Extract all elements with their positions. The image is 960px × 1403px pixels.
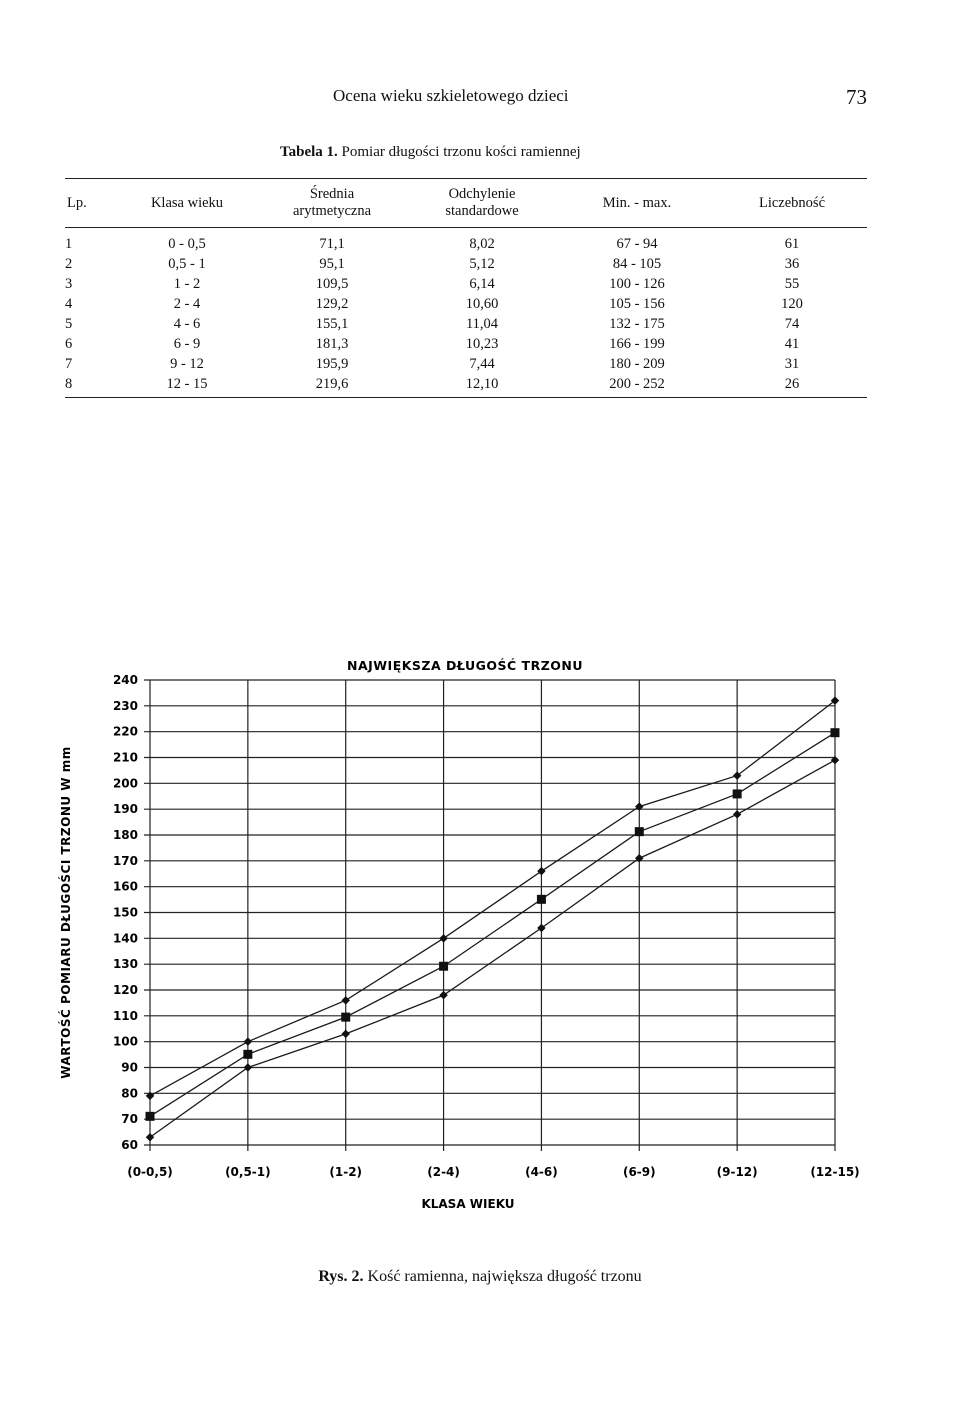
y-tick-label: 220 [112, 724, 138, 739]
cell-count: 55 [784, 276, 800, 292]
y-tick-label: 140 [112, 931, 138, 946]
running-title: Ocena wieku szkieletowego dzieci [333, 86, 569, 105]
table-caption-label: Tabela 1. [280, 144, 338, 160]
cell-count: 74 [784, 316, 800, 332]
data-point-mean [243, 1050, 252, 1059]
table-row [65, 354, 867, 374]
cell-age-class: 2 - 4 [173, 296, 201, 312]
data-point-mean [439, 962, 448, 971]
cell-mean: 71,1 [319, 236, 345, 252]
y-tick-label: 60 [121, 1138, 138, 1152]
cell-min-max: 67 - 94 [616, 236, 658, 252]
cell-mean: 129,2 [315, 296, 349, 312]
data-point-lower [244, 1063, 252, 1071]
cell-sd: 5,12 [469, 256, 495, 272]
x-tick-label: (1-2) [329, 1165, 363, 1179]
cell-mean: 109,5 [315, 276, 349, 292]
cell-min-max: 200 - 252 [557, 374, 717, 398]
x-axis-label: KLASA WIEKU [421, 1197, 515, 1211]
table-caption [280, 144, 581, 161]
data-point-lower [146, 1133, 154, 1141]
y-tick-label: 180 [112, 828, 138, 842]
cell-count: 31 [784, 356, 800, 372]
cell-mean: 195,9 [315, 356, 349, 372]
cell-lp: 7 [65, 356, 73, 372]
table-row [65, 228, 867, 255]
cell-count: 61 [784, 236, 800, 252]
col-lp: Lp. [65, 179, 117, 228]
data-point-mean [341, 1013, 350, 1022]
y-tick-label: 110 [112, 1008, 138, 1023]
cell-sd: 10,60 [465, 296, 499, 312]
table-row [65, 294, 867, 314]
cell-min-max: 166 - 199 [609, 336, 665, 352]
cell-min-max: 84 - 105 [612, 256, 662, 272]
data-point-lower [733, 810, 741, 818]
cell-sd: 11,04 [465, 316, 499, 332]
x-tick-label: (6-9) [622, 1165, 656, 1179]
cell-lp: 5 [65, 316, 73, 332]
bone-length-chart [0, 640, 960, 1230]
series-line-upper [150, 701, 835, 1096]
chart-title: NAJWIĘKSZA DŁUGOŚĆ TRZONU [346, 658, 584, 673]
col-age-class: Klasa wieku [117, 179, 257, 228]
cell-count: 120 [781, 296, 803, 312]
page-number: 73 [846, 85, 867, 109]
data-point-lower [341, 1030, 349, 1038]
cell-sd: 6,14 [469, 276, 495, 292]
cell-age-class: 6 - 9 [173, 336, 201, 352]
cell-count: 26 [717, 374, 867, 398]
y-tick-label: 100 [112, 1034, 138, 1049]
cell-lp: 6 [65, 336, 73, 352]
data-point-mean [537, 895, 546, 904]
cell-lp: 2 [65, 256, 73, 272]
cell-count: 41 [784, 336, 800, 352]
y-tick-label: 120 [112, 983, 138, 997]
data-point-upper [244, 1037, 252, 1045]
cell-age-class: 0,5 - 1 [168, 256, 206, 272]
cell-min-max: 105 - 156 [609, 296, 665, 312]
col-sd-line2: standardowe [445, 203, 519, 219]
cell-sd: 8,02 [469, 236, 495, 252]
cell-sd: 7,44 [469, 356, 495, 372]
cell-mean: 95,1 [319, 256, 345, 272]
col-min-max: Min. - max. [557, 179, 717, 228]
data-point-lower [439, 991, 447, 999]
data-point-mean [831, 728, 840, 737]
cell-lp: 4 [65, 296, 73, 312]
cell-age-class: 4 - 6 [173, 316, 201, 332]
table-row [65, 314, 867, 334]
cell-lp: 3 [65, 276, 73, 292]
y-tick-label: 210 [112, 750, 138, 765]
cell-age-class: 0 - 0,5 [168, 236, 206, 252]
cell-lp: 1 [65, 236, 73, 252]
table-header-row [65, 179, 867, 228]
cell-mean: 219,6 [257, 374, 407, 398]
table-row [65, 334, 867, 354]
figure-caption [0, 1268, 960, 1286]
data-point-mean [733, 789, 742, 798]
data-point-upper [537, 867, 545, 875]
x-tick-label: (0-0,5) [127, 1165, 173, 1179]
col-count: Liczebność [717, 179, 867, 228]
cell-lp: 8 [65, 374, 117, 398]
y-tick-label: 130 [112, 957, 138, 972]
col-sd-line1: Odchylenie [448, 186, 516, 202]
figure-caption-label: Rys. 2. [318, 1268, 364, 1285]
y-tick-label: 170 [112, 853, 138, 868]
series-line-mean [150, 733, 835, 1117]
table-row [65, 374, 867, 398]
figure-caption-text: Kość ramienna, największa długość trzonu [367, 1268, 642, 1285]
table-row [65, 254, 867, 274]
y-tick-label: 200 [112, 776, 138, 791]
cell-min-max: 132 - 175 [609, 316, 665, 332]
cell-age-class: 12 - 15 [117, 374, 257, 398]
cell-count: 36 [784, 256, 800, 272]
table-caption-text: Pomiar długości trzonu kości ramiennej [341, 144, 581, 160]
data-point-upper [439, 934, 447, 942]
y-tick-label: 150 [112, 905, 138, 920]
x-tick-label: (0,5-1) [225, 1165, 271, 1179]
measurement-table [65, 178, 867, 398]
col-sd [407, 179, 557, 228]
cell-mean: 181,3 [315, 336, 349, 352]
cell-min-max: 180 - 209 [609, 356, 665, 372]
y-tick-label: 80 [121, 1086, 138, 1101]
x-tick-label: (12-15) [810, 1165, 860, 1179]
cell-sd: 10,23 [465, 336, 499, 352]
x-tick-label: (2-4) [427, 1165, 460, 1179]
col-mean-line2: arytmetyczna [292, 203, 372, 219]
y-tick-label: 230 [112, 698, 138, 713]
y-tick-label: 190 [112, 802, 138, 817]
data-point-lower [537, 924, 545, 932]
table-row [65, 274, 867, 294]
cell-age-class: 1 - 2 [173, 276, 201, 292]
x-tick-label: (4-6) [525, 1165, 558, 1179]
cell-mean: 155,1 [315, 316, 349, 332]
cell-age-class: 9 - 12 [170, 356, 204, 372]
data-point-upper [341, 996, 349, 1004]
y-tick-label: 70 [121, 1112, 138, 1127]
data-point-mean [635, 827, 644, 836]
y-tick-label: 160 [112, 879, 138, 894]
y-axis-label: WARTOŚĆ POMIARU DŁUGOŚCI TRZONU W mm [59, 746, 73, 1079]
col-mean [257, 179, 407, 228]
running-head [0, 86, 960, 112]
data-point-mean [146, 1112, 155, 1121]
series-line-lower [150, 760, 835, 1137]
col-mean-line1: Średnia [309, 186, 355, 202]
y-tick-label: 90 [121, 1060, 138, 1075]
x-tick-label: (9-12) [716, 1165, 758, 1179]
y-tick-label: 240 [112, 673, 138, 687]
cell-min-max: 100 - 126 [609, 276, 665, 292]
cell-sd: 12,10 [407, 374, 557, 398]
